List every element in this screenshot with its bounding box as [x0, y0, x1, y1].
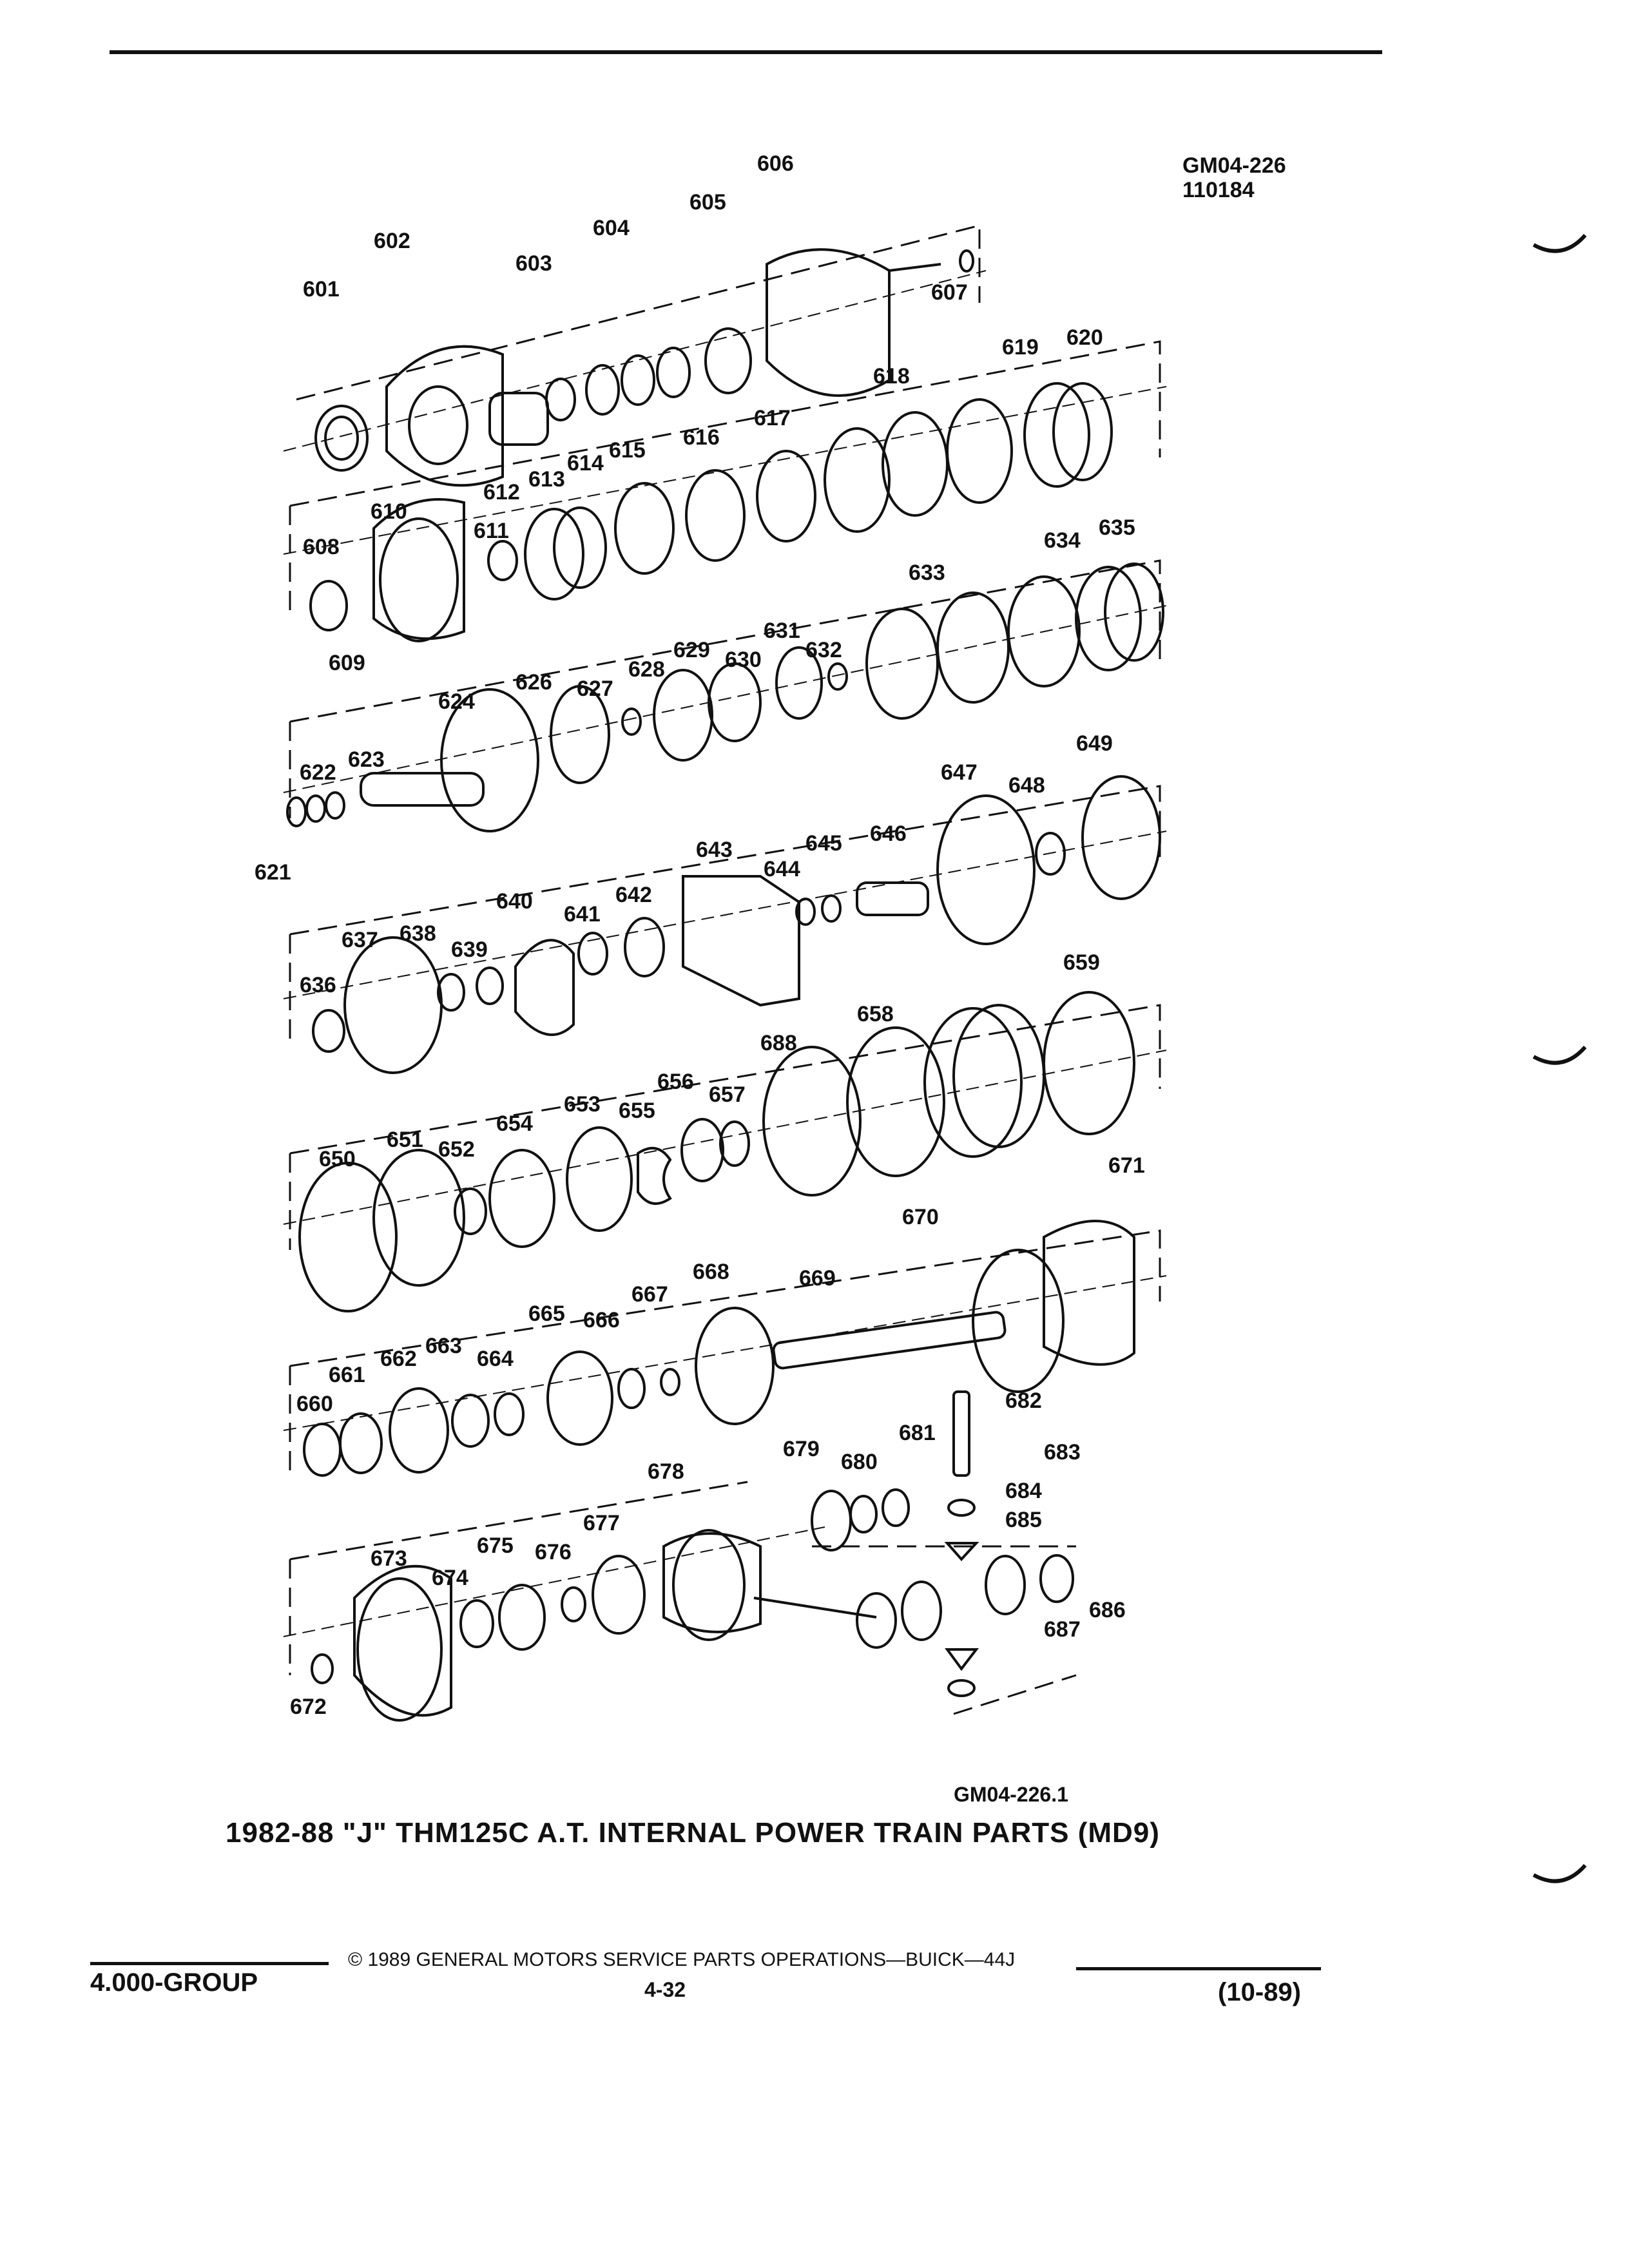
- figure-caption: 1982-88 "J" THM125C A.T. INTERNAL POWER TRAIN PARTS (MD9): [226, 1817, 1160, 1849]
- callout-643: 643: [696, 838, 733, 862]
- callout-602: 602: [374, 229, 410, 253]
- row7-parts: [312, 1392, 1073, 1720]
- callout-640: 640: [496, 889, 533, 914]
- callout-658: 658: [857, 1002, 894, 1026]
- callout-665: 665: [528, 1302, 565, 1326]
- callout-629: 629: [673, 638, 710, 662]
- callout-612: 612: [483, 480, 520, 505]
- callout-682: 682: [1005, 1389, 1042, 1413]
- callout-673: 673: [371, 1546, 407, 1571]
- callout-656: 656: [657, 1070, 694, 1094]
- callout-609: 609: [329, 651, 365, 675]
- reference-code-line2: 110184: [1182, 178, 1255, 202]
- callout-638: 638: [400, 921, 436, 946]
- callout-677: 677: [583, 1511, 620, 1535]
- callout-611: 611: [474, 519, 509, 543]
- callout-604: 604: [593, 216, 630, 240]
- reference-code-line1: GM04-226: [1182, 153, 1286, 178]
- callout-667: 667: [631, 1282, 668, 1307]
- callout-624: 624: [438, 689, 475, 714]
- callout-650: 650: [319, 1147, 356, 1171]
- callout-654: 654: [496, 1111, 533, 1136]
- callout-634: 634: [1044, 528, 1081, 553]
- callout-641: 641: [564, 902, 601, 927]
- group-number: 4.000-GROUP: [90, 1968, 258, 1997]
- callout-669: 669: [799, 1266, 836, 1291]
- callout-653: 653: [564, 1092, 601, 1117]
- callout-681: 681: [899, 1421, 936, 1445]
- callout-627: 627: [577, 677, 613, 701]
- callout-617: 617: [754, 406, 791, 430]
- callout-662: 662: [380, 1347, 417, 1371]
- footer-rule-right: [1076, 1967, 1321, 1970]
- callout-647: 647: [941, 760, 978, 785]
- reference-code: [1182, 153, 1286, 202]
- callout-676: 676: [535, 1540, 572, 1564]
- callout-635: 635: [1099, 515, 1135, 540]
- callout-605: 605: [689, 190, 726, 215]
- callout-679: 679: [783, 1437, 820, 1461]
- callout-613: 613: [528, 467, 565, 492]
- binding-mark-1: [1530, 226, 1588, 264]
- callout-628: 628: [628, 657, 665, 682]
- callout-608: 608: [303, 535, 340, 559]
- callout-620: 620: [1066, 325, 1103, 350]
- callout-659: 659: [1063, 950, 1100, 975]
- callout-626: 626: [516, 670, 552, 695]
- callout-622: 622: [300, 760, 336, 785]
- callout-670: 670: [902, 1205, 939, 1229]
- callout-601: 601: [303, 277, 340, 302]
- binding-mark-3: [1530, 1856, 1588, 1894]
- callout-684: 684: [1005, 1479, 1042, 1503]
- callout-636: 636: [300, 973, 336, 997]
- callout-683: 683: [1044, 1440, 1081, 1465]
- callout-623: 623: [348, 747, 385, 772]
- callout-666: 666: [583, 1308, 620, 1332]
- callout-675: 675: [477, 1533, 514, 1558]
- callout-657: 657: [709, 1082, 746, 1107]
- callout-668: 668: [693, 1260, 729, 1284]
- callout-664: 664: [477, 1347, 514, 1371]
- callout-639: 639: [451, 937, 488, 962]
- row2-parts: [311, 383, 1112, 641]
- callout-680: 680: [841, 1450, 878, 1474]
- callout-630: 630: [725, 648, 762, 672]
- callout-642: 642: [615, 883, 652, 907]
- revision-date: (10-89): [1218, 1978, 1301, 2006]
- callout-652: 652: [438, 1137, 475, 1162]
- callout-648: 648: [1008, 773, 1045, 798]
- callout-651: 651: [387, 1128, 423, 1152]
- callout-687: 687: [1044, 1617, 1081, 1642]
- figure-code: GM04-226.1: [954, 1783, 1068, 1806]
- top-rule: [110, 50, 1382, 54]
- callout-661: 661: [329, 1363, 365, 1387]
- callout-607: 607: [931, 280, 968, 305]
- footer-rule-left: [90, 1962, 329, 1965]
- callout-637: 637: [342, 928, 378, 952]
- callout-614: 614: [567, 451, 604, 476]
- callout-674: 674: [432, 1566, 468, 1590]
- callout-663: 663: [425, 1334, 462, 1358]
- callout-686: 686: [1089, 1598, 1126, 1622]
- callout-615: 615: [609, 438, 646, 463]
- binding-mark-2: [1530, 1037, 1588, 1076]
- copyright-line: © 1989 GENERAL MOTORS SERVICE PARTS OPERATIONS—BUICK—44J: [348, 1949, 1016, 1970]
- callout-616: 616: [683, 425, 720, 450]
- callout-621: 621: [255, 860, 291, 885]
- callout-618: 618: [873, 364, 910, 389]
- callout-631: 631: [764, 619, 800, 643]
- callout-688: 688: [760, 1031, 797, 1055]
- callout-660: 660: [296, 1392, 333, 1416]
- callout-633: 633: [909, 561, 945, 585]
- callout-610: 610: [371, 499, 407, 524]
- callout-603: 603: [516, 251, 552, 276]
- callout-649: 649: [1076, 731, 1113, 756]
- callout-645: 645: [805, 831, 842, 856]
- callout-655: 655: [619, 1099, 655, 1123]
- exploded-parts-diagram: [245, 142, 1179, 1753]
- centerlines: [284, 271, 1166, 1637]
- callout-672: 672: [290, 1695, 327, 1719]
- page-number: 4-32: [644, 1978, 686, 2001]
- callout-646: 646: [870, 822, 907, 846]
- callout-619: 619: [1002, 335, 1039, 360]
- callout-671: 671: [1108, 1153, 1145, 1178]
- callout-678: 678: [648, 1459, 684, 1484]
- callout-685: 685: [1005, 1508, 1042, 1532]
- callout-606: 606: [757, 151, 794, 176]
- callout-644: 644: [764, 857, 800, 881]
- callout-632: 632: [805, 638, 842, 662]
